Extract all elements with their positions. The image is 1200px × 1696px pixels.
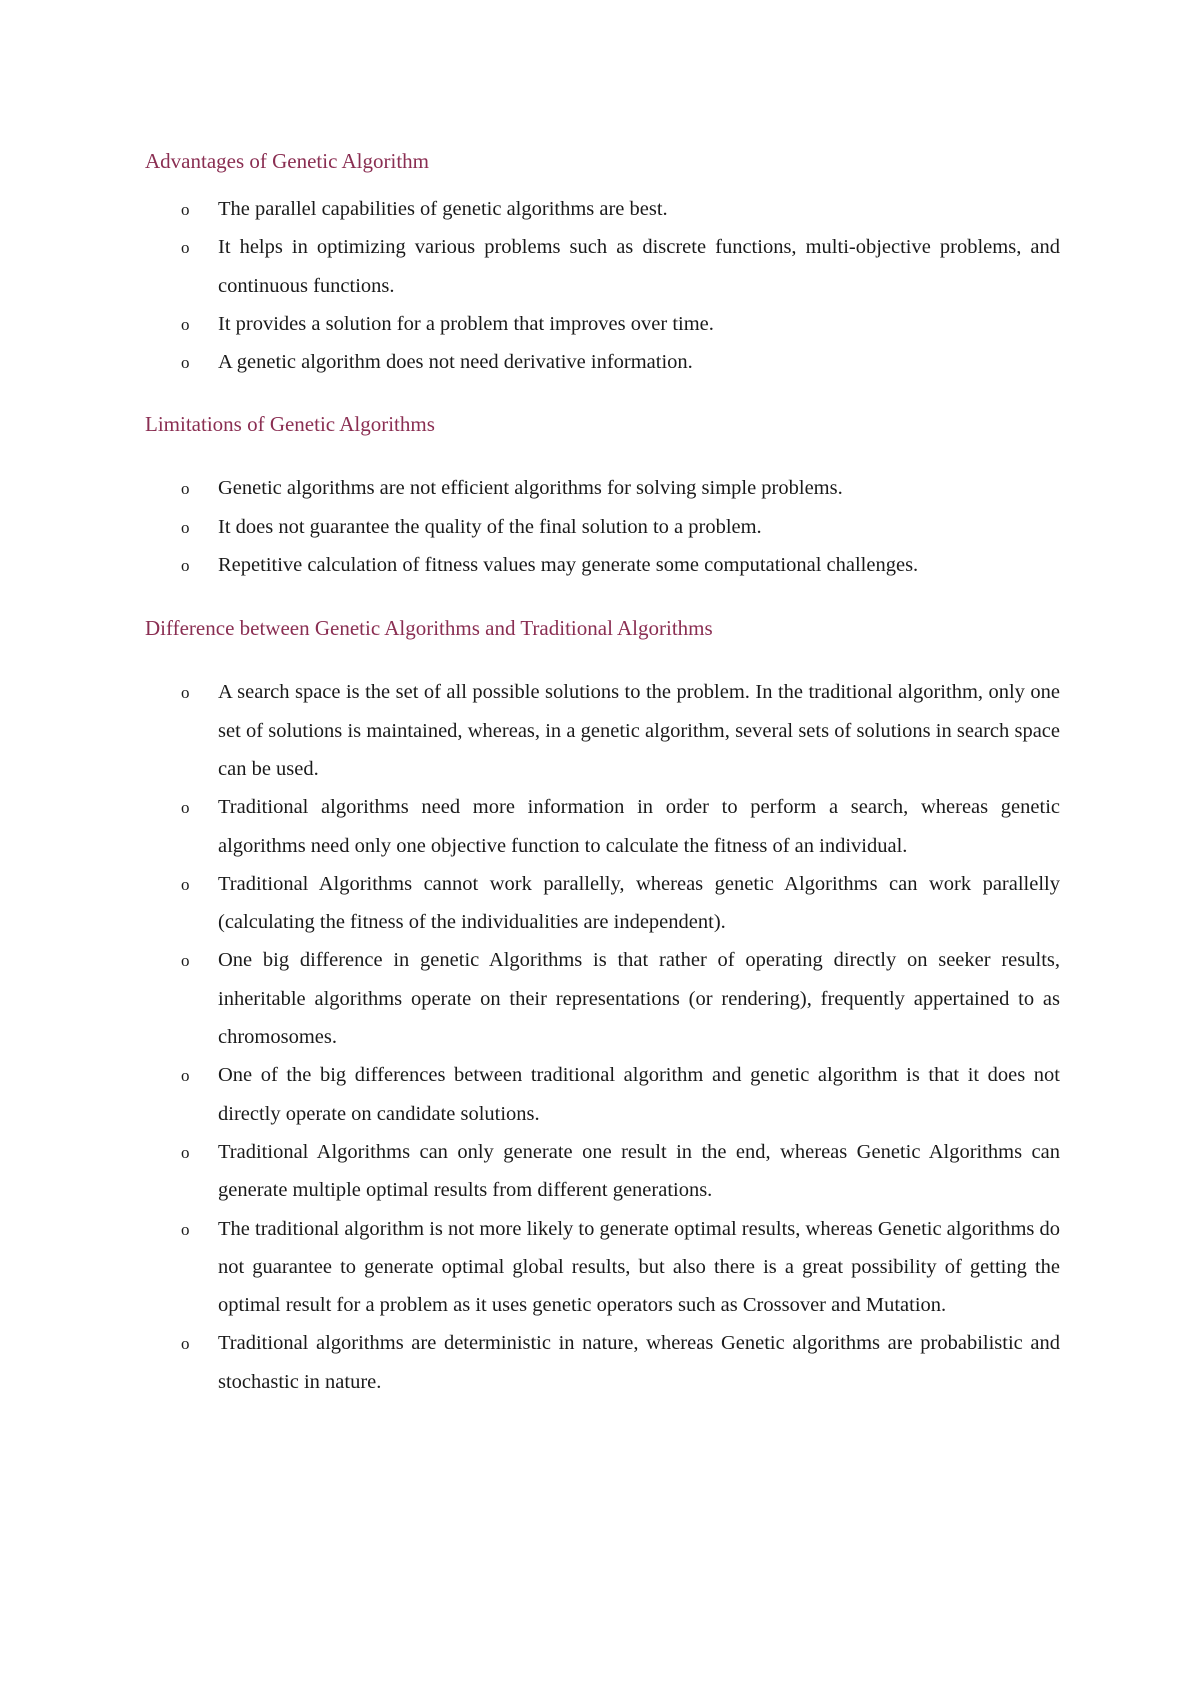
list-item	[145, 788, 1060, 865]
bullet-icon: o	[181, 314, 190, 334]
list-item	[145, 865, 1060, 942]
bullet-icon: o	[181, 556, 190, 576]
list-item	[145, 1133, 1060, 1210]
bullet-icon: o	[181, 238, 190, 258]
list-item	[145, 469, 1060, 507]
bullet-icon: o	[181, 1219, 190, 1239]
bullet-list	[145, 190, 1060, 381]
list-item	[145, 1056, 1060, 1133]
bullet-list	[145, 673, 1060, 1401]
list-item	[145, 673, 1060, 788]
list-item-text: It helps in optimizing various problems such as discrete functions, multi-objective problems, and continuous functions.	[218, 236, 1060, 297]
bullet-icon: o	[181, 1066, 190, 1086]
list-item-text: It does not guarantee the quality of the final solution to a problem.	[218, 515, 762, 538]
list-item	[145, 941, 1060, 1056]
section-advantages	[145, 146, 1060, 381]
bullet-icon: o	[181, 1142, 190, 1162]
bullet-icon: o	[181, 1334, 190, 1354]
list-item-text: The traditional algorithm is not more likely to generate optimal results, whereas Genetic algorithms do not guarantee to generate optimal global results, but also there is a great possibility of getting the optimal result for a problem as it uses genetic operators such as Crossover and Mutation.	[218, 1217, 1060, 1317]
section-heading: Advantages of Genetic Algorithm	[145, 149, 430, 173]
list-item-text: Traditional Algorithms can only generate one result in the end, whereas Genetic Algorithms can generate multiple optimal results from different generations.	[218, 1140, 1060, 1202]
list-item-text: A genetic algorithm does not need derivative information.	[218, 351, 693, 374]
list-item	[145, 228, 1060, 305]
list-item	[145, 1210, 1060, 1325]
list-item	[145, 343, 1060, 381]
list-item	[145, 1324, 1060, 1401]
document-content	[145, 146, 1060, 1401]
section-difference	[145, 613, 1060, 1401]
bullet-icon: o	[181, 951, 190, 971]
bullet-icon: o	[181, 353, 190, 373]
list-item-text: One of the big differences between traditional algorithm and genetic algorithm is that it does not directly operate on candidate solutions.	[218, 1064, 1060, 1125]
list-item-text: It provides a solution for a problem that improves over time.	[218, 312, 714, 335]
bullet-icon: o	[181, 683, 190, 703]
list-item-text: Traditional algorithms are deterministic in nature, whereas Genetic algorithms are probabilistic and stochastic in nature.	[218, 1332, 1060, 1393]
list-item-text: Repetitive calculation of fitness values may generate some computational challenges.	[218, 554, 919, 577]
bullet-icon: o	[181, 479, 190, 499]
list-item	[145, 305, 1060, 343]
list-item-text: A search space is the set of all possible solutions to the problem. In the traditional algorithm, only one set of solutions is maintained, whereas, in a genetic algorithm, several sets of solutions in search space can be used.	[218, 681, 1060, 780]
bullet-icon: o	[181, 798, 190, 818]
list-item-text: Genetic algorithms are not efficient algorithms for solving simple problems.	[218, 477, 843, 500]
bullet-list	[145, 469, 1060, 584]
section-heading: Limitations of Genetic Algorithms	[145, 412, 435, 437]
list-item-text: One big difference in genetic Algorithms is that rather of operating directly on seeker results, inheritable algorithms operate on their representations (or rendering), frequently appertained to as chromosomes.	[218, 949, 1060, 1049]
list-item	[145, 546, 1060, 584]
list-item-text: The parallel capabilities of genetic algorithms are best.	[218, 198, 668, 220]
bullet-icon: o	[181, 874, 190, 894]
list-item	[145, 190, 1060, 228]
list-item	[145, 508, 1060, 546]
section-limitations	[145, 409, 1060, 584]
section-heading: Difference between Genetic Algorithms and Traditional Algorithms	[145, 616, 713, 641]
list-item-text: Traditional algorithms need more information in order to perform a search, whereas genetic algorithms need only one objective function to calculate the fitness of an individual.	[218, 796, 1060, 857]
bullet-icon: o	[181, 200, 190, 219]
list-item-text: Traditional Algorithms cannot work parallelly, whereas genetic Algorithms can work parallelly (calculating the fitness of the individualities are independent).	[218, 872, 1060, 934]
bullet-icon: o	[181, 517, 190, 537]
